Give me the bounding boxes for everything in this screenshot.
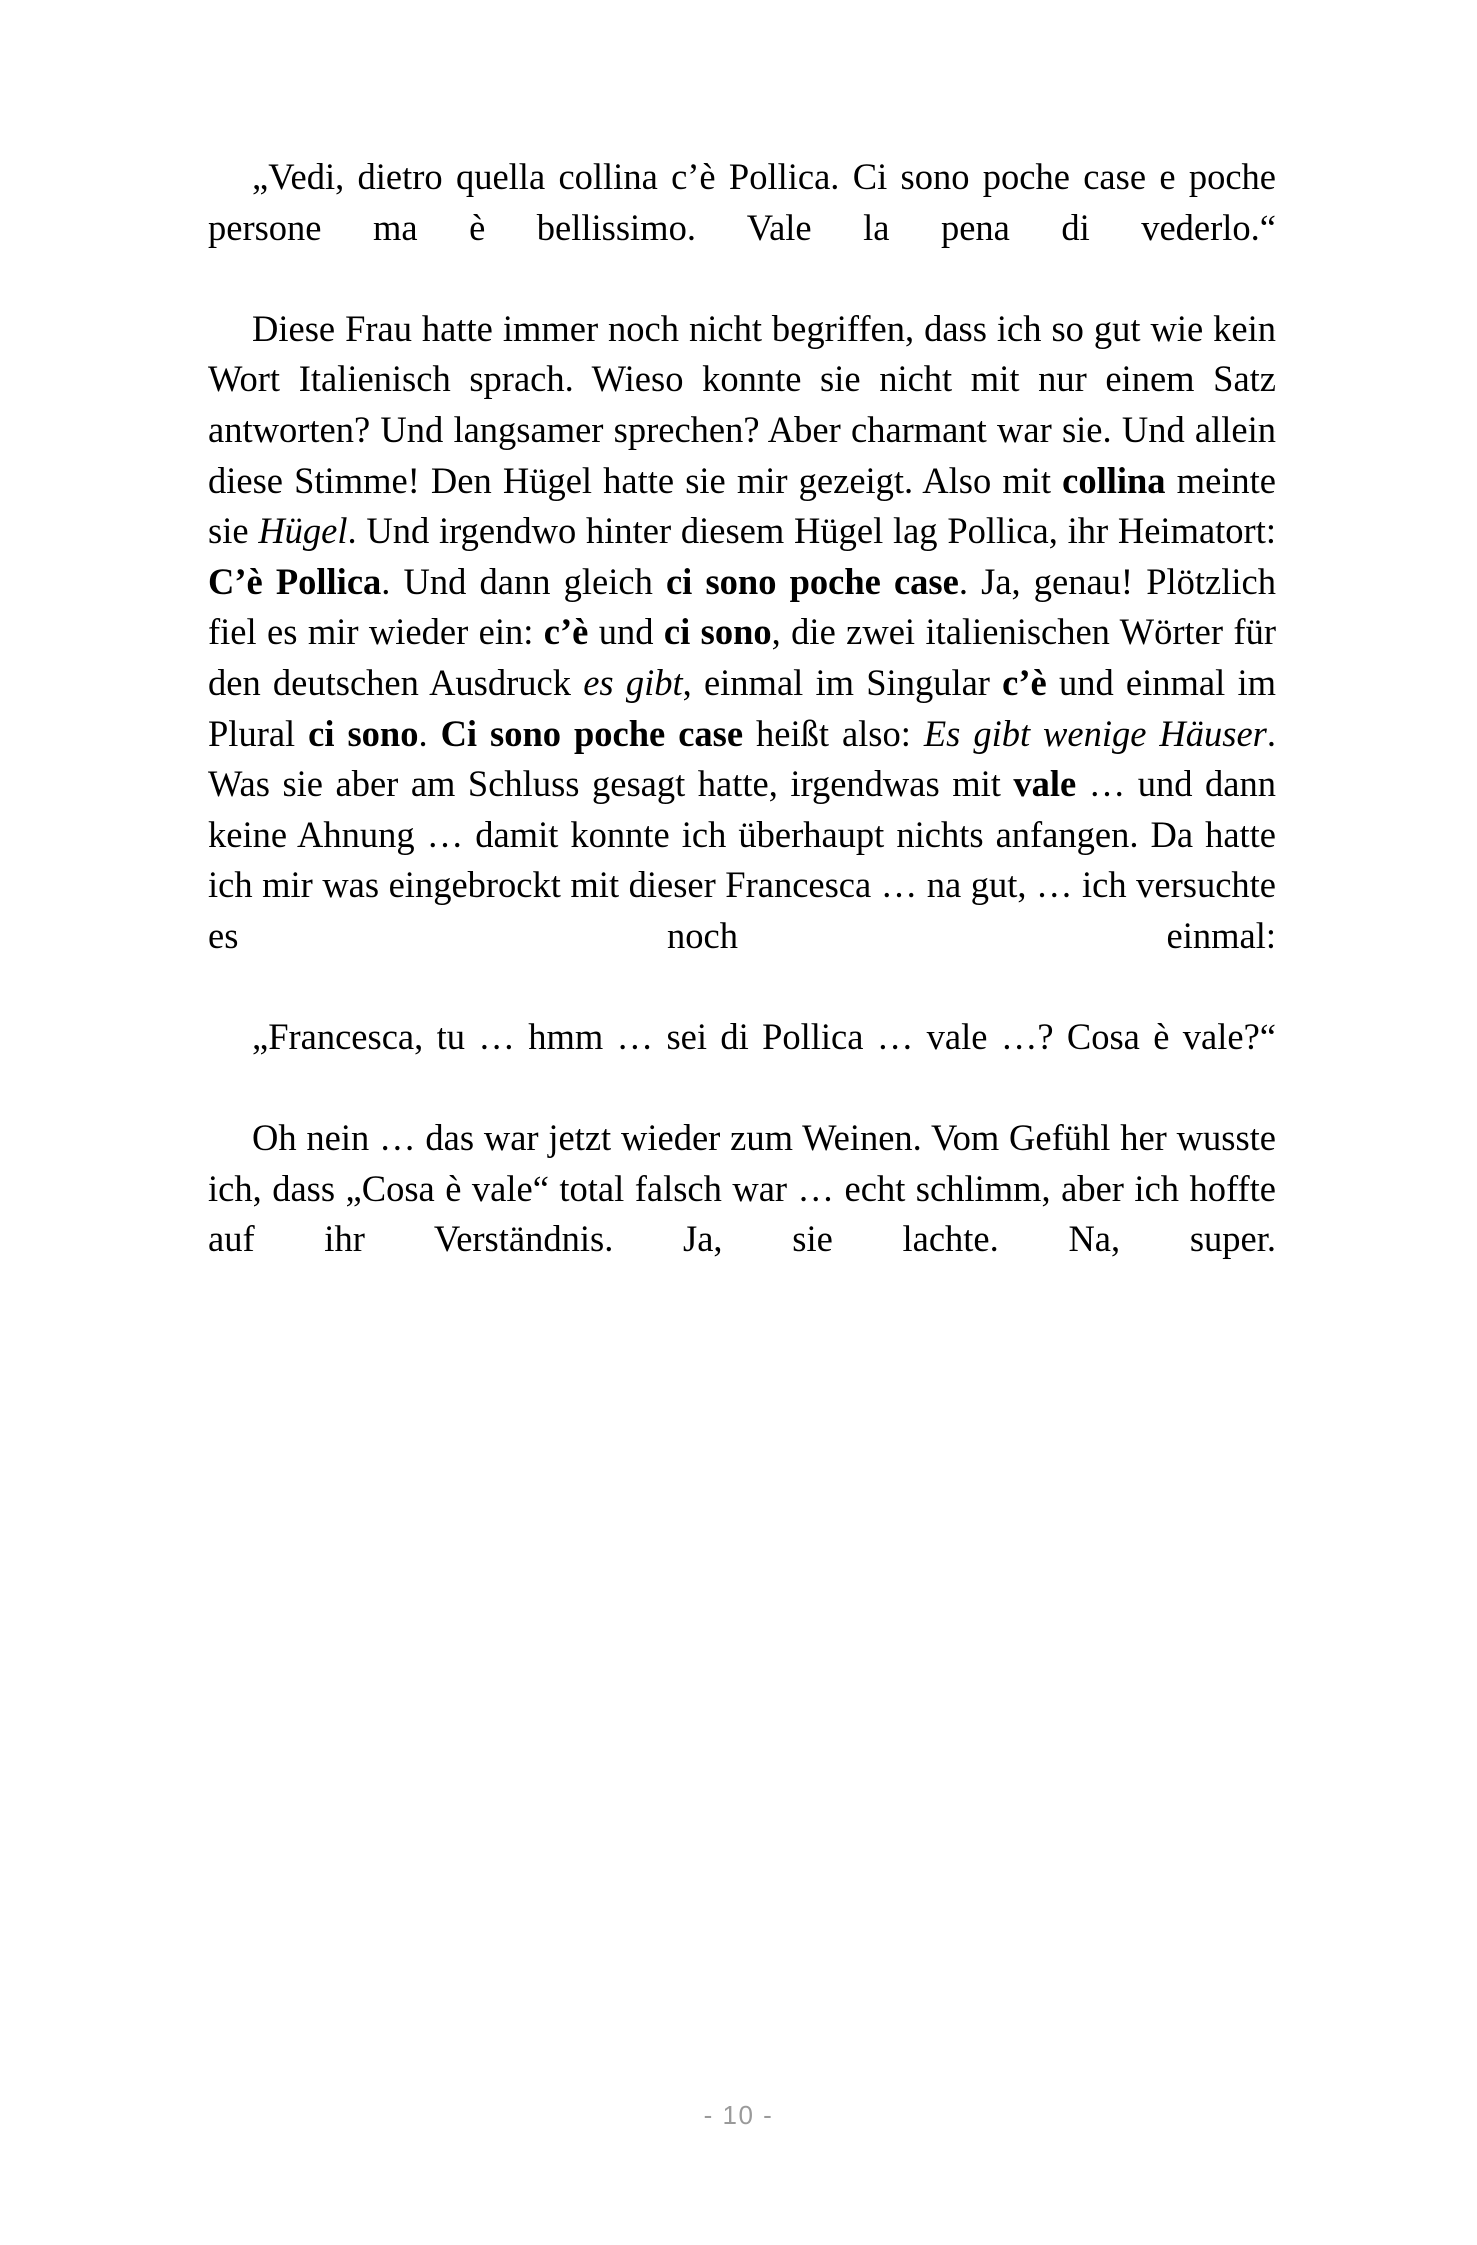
emphasis-italic: es gibt: [583, 661, 683, 703]
emphasis-bold: vale: [1013, 763, 1077, 805]
text-run: und: [588, 611, 664, 653]
text-run: „Vedi, dietro quella collina c’è Pollica. Ci sono poche case e poche persone ma è bellissimo. Vale la pena di vederlo.“: [208, 156, 1276, 248]
page-body-text: [208, 152, 1276, 1316]
emphasis-bold: collina: [1062, 459, 1166, 501]
paragraph-2: [208, 304, 1276, 1012]
emphasis-bold: C’è Pollica: [208, 560, 382, 602]
text-run: Oh nein … das war jetzt wieder zum Weinen. Vom Gefühl her wusste ich, dass „Cosa è vale“ total falsch war … echt schlimm, aber ich hoffte auf ihr Verständnis. Ja, sie lachte. Na, super.: [208, 1117, 1276, 1260]
paragraph-4: [208, 1113, 1276, 1315]
text-run: heißt also:: [743, 712, 924, 754]
emphasis-bold: ci sono: [663, 611, 772, 653]
text-run: .: [418, 712, 441, 754]
text-run: … und dann keine Ahnung … damit konnte ich überhaupt nichts anfangen. Da hatte ich mir was eingebrockt mit dieser Francesca … na gut, … ich versuchte es noch einmal:: [208, 763, 1276, 956]
emphasis-bold: c’è: [1002, 661, 1047, 703]
emphasis-italic: Hügel: [258, 510, 348, 552]
text-run: . Und irgendwo hinter diesem Hügel lag Pollica, ihr Heimatort:: [347, 510, 1276, 552]
text-run: , die zwei italienischen Wörter für den deutschen Ausdruck: [208, 611, 1276, 703]
emphasis-italic: Es gibt wenige Häuser: [923, 712, 1267, 754]
paragraph-3: [208, 1012, 1276, 1113]
text-run: . Was sie aber am Schluss gesagt hatte, irgendwas mit: [208, 712, 1276, 805]
page-number: - 10 -: [703, 2100, 774, 2130]
emphasis-bold: ci sono poche case: [665, 560, 959, 602]
text-run: . Und dann gleich: [381, 560, 666, 602]
emphasis-bold: Ci sono poche case: [440, 712, 744, 754]
text-run: Diese Frau hatte immer noch nicht begriffen, dass ich so gut wie kein Wort Italienisch sprach. Wieso konnte sie nicht mit nur einem Satz antworten? Und langsamer sprechen? Aber charmant war sie. Und allein diese Stimme! Den Hügel hatte sie mir gezeigt. Also mit: [208, 307, 1276, 501]
paragraph-1: [208, 152, 1276, 304]
emphasis-bold: c’è: [543, 611, 589, 653]
emphasis-bold: ci sono: [308, 712, 419, 754]
text-run: und einmal im Plural: [208, 661, 1276, 754]
text-run: „Francesca, tu … hmm … sei di Pollica … vale …? Cosa è vale?“: [252, 1016, 1276, 1058]
text-run: . Ja, genau! Plötzlich fiel es mir wieder ein:: [208, 560, 1276, 653]
text-run: , einmal im Singular: [682, 661, 1003, 703]
text-run: meinte sie: [208, 459, 1276, 552]
